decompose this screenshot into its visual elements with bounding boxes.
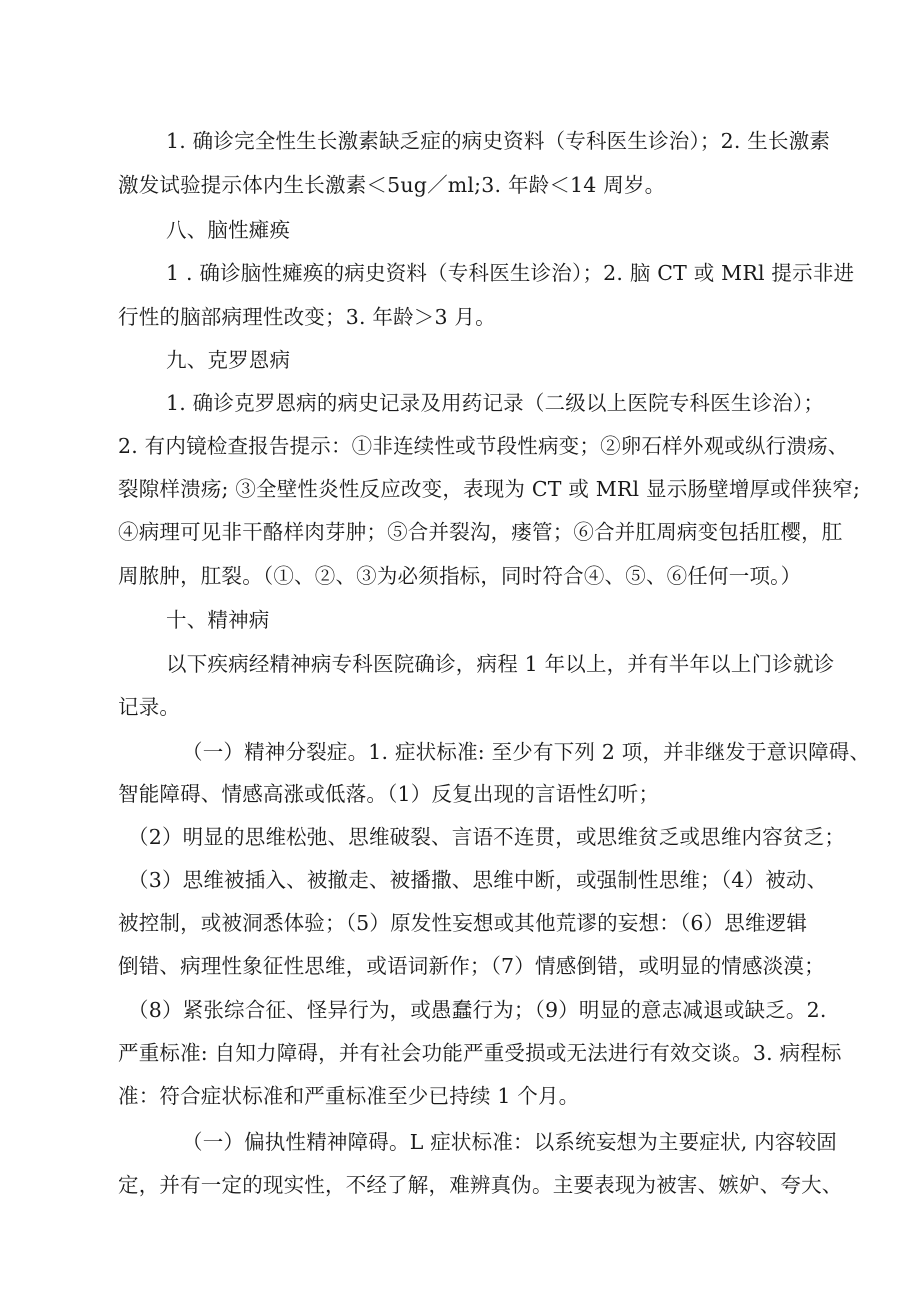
- text-line: 2. 有内镜检查报告提示：①非连续性或节段性病变；②卵石样外观或纵行溃疡、: [118, 434, 849, 458]
- text-line: 倒错、病理性象征性思维，或语词新作；（7）情感倒错，或明显的情感淡漠；: [118, 954, 825, 978]
- text-line: （2）明显的思维松弛、思维破裂、言语不连贯，或思维贫乏或思维内容贫乏；: [128, 825, 846, 849]
- text-line: （8）紧张综合征、怪异行为，或愚蠢行为；（9）明显的意志减退或缺乏。2.: [128, 998, 827, 1022]
- text-line: 周脓肿，肛裂。（①、②、③为必须指标，同时符合④、⑤、⑥任何一项。）: [118, 564, 802, 588]
- section-heading: 十、精神病: [166, 608, 270, 632]
- text-line: 准：符合症状标准和严重标准至少已持续 1 个月。: [118, 1084, 580, 1108]
- text-line: 严重标准: 自知力障碍，并有社会功能严重受损或无法进行有效交谈。3. 病程标: [118, 1041, 842, 1065]
- text-line: （一）偏执性精神障碍。L 症状标准：以系统妄想为主要症状, 内容较固: [182, 1130, 837, 1154]
- text-line: （3）思维被插入、被撤走、被播撒、思维中断，或强制性思维；（4）被动、: [128, 868, 828, 892]
- section-heading: 八、脑性瘫痪: [166, 218, 291, 242]
- text-line: 1. 确诊克罗恩病的病史记录及用药记录（二级以上医院专科医生诊治）；: [166, 391, 825, 415]
- text-line: 激发试验提示体内生长激素＜5ug／ml;3. 年龄＜14 周岁。: [118, 173, 666, 197]
- text-line: 以下疾病经精神病专科医院确诊，病程 1 年以上，并有半年以上门诊就诊: [166, 652, 835, 676]
- text-line: 记录。: [118, 695, 181, 719]
- text-line: 被控制，或被洞悉体验；（5）原发性妄想或其他荒谬的妄想：（6）思维逻辑: [118, 911, 808, 935]
- text-line: 1. 确诊完全性生长激素缺乏症的病史资料（专科医生诊治）；2. 生长激素: [166, 129, 831, 153]
- section-heading: 九、克罗恩病: [166, 348, 291, 372]
- text-line: （一）精神分裂症。1. 症状标准: 至少有下列 2 项，并非继发于意识障碍、: [182, 740, 871, 764]
- text-line: ④病理可见非干酪样肉芽肿；⑤合并裂沟，瘘管；⑥合并肛周病变包括肛樱，肛: [118, 520, 843, 544]
- text-line: 智能障碍、情感高涨或低落。（1）反复出现的言语性幻听；: [118, 782, 660, 806]
- text-line: 裂隙样溃疡; ③全壁性炎性反应改变，表现为 CT 或 MRl 显示肠壁增厚或伴狭窄;: [118, 477, 861, 501]
- text-line: 行性的脑部病理性改变；3. 年龄＞3 月。: [118, 305, 496, 329]
- text-line: 1 . 确诊脑性瘫痪的病史资料（专科医生诊治）；2. 脑 CT 或 MRl 提示非进: [166, 261, 855, 285]
- text-line: 定，并有一定的现实性，不经了解，难辨真伪。主要表现为被害、嫉妒、夸大、: [118, 1173, 843, 1197]
